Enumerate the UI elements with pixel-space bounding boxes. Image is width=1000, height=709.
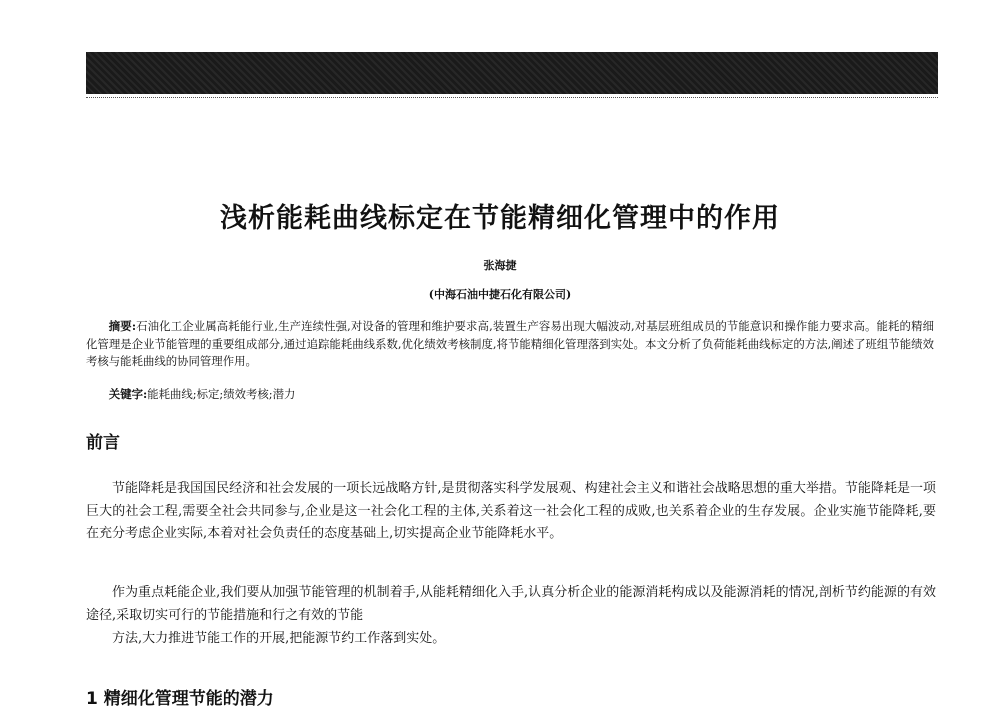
author-name: 张海捷 (483, 259, 517, 272)
keywords-block (86, 386, 934, 403)
abstract-label: 摘要: (108, 319, 137, 333)
body-paragraph: 节能降耗是我国国民经济和社会发展的一项长远战略方针,是贯彻落实科学发展观、构建社会主义和谐社会战略思想的重大举措。节能降耗是一项巨大的社会工程,需要全社会共同参与,企业是这一社会化工程的主体,关系着这一社会化工程的成败,也关系着企业的生存发展。企业实施节能降耗,要在充分考虑企业实际,本着对社会负责任的态度基础上,切实提高企业节能降耗水平。 (86, 481, 936, 541)
author-affiliation: (中海石油中捷石化有限公司) (428, 288, 572, 301)
abstract-block (86, 318, 934, 371)
abstract-text: 石油化工企业属高耗能行业,生产连续性强,对设备的管理和维护要求高,装置生产容易出现大幅波动,对基层班组成员的节能意识和操作能力要求高。能耗的精细化管理是企业节能管理的重要组成部分,通过追踪能耗曲线系数,优化绩效考核制度,将节能精细化管理落到实处。本文分析了负荷能耗曲线标定的方法,阐述了班组节能绩效考核与能耗曲线的协同管理作用。 (86, 319, 934, 368)
body-paragraph: 作为重点耗能企业,我们要从加强节能管理的机制着手,从能耗精细化入手,认真分析企业的能源消耗构成以及能源消耗的情况,剖析节约能源的有效途径,采取切实可行的节能措施和行之有效的节能 (86, 585, 936, 623)
header-divider (86, 97, 938, 100)
keywords-label: 关键字: (108, 387, 148, 401)
body-paragraph: 方法,大力推进节能工作的开展,把能源节约工作落到实处。 (112, 631, 446, 646)
section-heading-preface: 前言 (86, 433, 120, 453)
journal-header-banner (86, 52, 938, 94)
section-heading-1: 1 精细化管理节能的潜力 (86, 689, 274, 709)
article-title: 浅析能耗曲线标定在节能精细化管理中的作用 (220, 203, 780, 234)
keywords-text: 能耗曲线;标定;绩效考核;潜力 (147, 387, 296, 401)
